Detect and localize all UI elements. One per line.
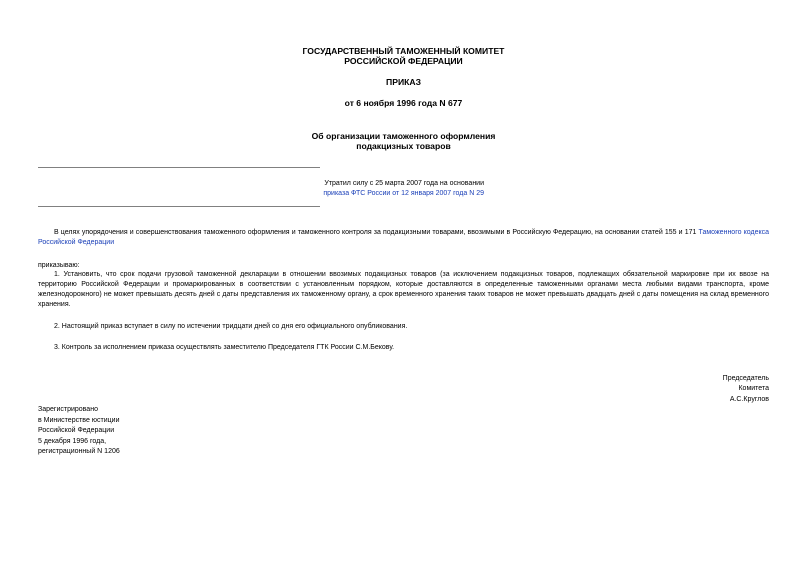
registration-number: регистрационный N 1206 (38, 448, 120, 455)
order-item-3: 3. Контроль за исполнением приказа осуществлять заместителю Председателя ГТК России С.М.Бекову. (54, 344, 395, 351)
signature-name: А.С.Круглов (729, 396, 769, 403)
doc-title-line1: Об организации таможенного оформления (311, 131, 496, 141)
intro-paragraph (38, 228, 769, 248)
repeal-order-link[interactable]: приказа ФТС России от 12 января 2007 года N 29 (323, 190, 484, 197)
signature-org: Комитета (738, 385, 769, 392)
doc-date: от 6 ноября 1996 года N 677 (344, 98, 463, 108)
registration-line1: Зарегистрировано (38, 406, 98, 413)
intro-text: В целях упорядочения и совершенствования таможенного оформления и таможенного контроля за подакцизными товарами, ввозимыми в Российскую Федерацию, на основании статей 155 и 171 (54, 229, 699, 236)
status-note-line2 (38, 189, 484, 199)
order-item-2: 2. Настоящий приказ вступает в силу по истечении тридцати дней со дня его официального опубликования. (54, 323, 408, 330)
signature-position: Председатель (722, 375, 769, 382)
registration-date: 5 декабря 1996 года, (38, 438, 107, 445)
doc-type: ПРИКАЗ (386, 77, 421, 87)
registration-line2: в Министерстве юстиции (38, 417, 120, 424)
customs-code-link[interactable]: Таможенного кодекса Российской Федерации (38, 229, 770, 246)
divider-bottom (38, 206, 320, 207)
order-item-1: 1. Установить, что срок подачи грузовой таможенной декларации в отношении ввозимых подакцизных товаров (за исключением подакцизных товаров, подлежащих обязательной маркировке при их ввозе на территорию Российской Федерации и промаркированных в соответствии с установленным порядком, которые доставляются в определенные таможенными органами места любыми видами транспорта, кроме железнодорожного) не может превышать десять дней с даты представления их таможенному органу, а срок временного хранения таких товаров не может превышать двадцать дней с даты помещения на склад временного хранения. (38, 271, 769, 308)
registration-line3: Российской Федерации (38, 427, 115, 434)
order-word: приказываю: (38, 262, 80, 269)
org-name-line1: ГОСУДАРСТВЕННЫЙ ТАМОЖЕННЫЙ КОМИТЕТ (302, 46, 505, 56)
divider-top (38, 167, 320, 168)
org-name-line2: РОССИЙСКОЙ ФЕДЕРАЦИИ (344, 56, 463, 66)
status-note-text: Утратил силу с 25 марта 2007 года на основании (324, 180, 484, 187)
doc-title-line2: подакцизных товаров (356, 141, 451, 151)
